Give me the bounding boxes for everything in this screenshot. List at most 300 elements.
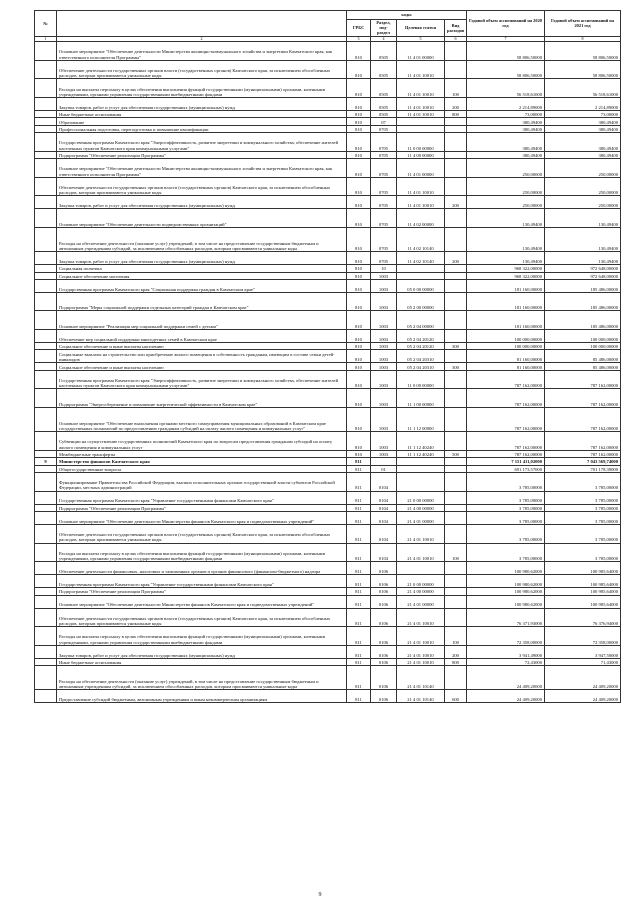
row-number <box>35 473 57 492</box>
row-section: 0106 <box>371 690 397 703</box>
row-article: 21 0 00 00000 <box>397 575 445 588</box>
row-value-2021: 3 785,00000 <box>545 524 621 543</box>
table-row <box>35 575 621 588</box>
row-article <box>397 118 445 125</box>
row-value-2020: 787 162,00000 <box>467 432 545 451</box>
row-value-2020: 24 409,20000 <box>467 690 545 703</box>
row-expense-type: 600 <box>445 690 467 703</box>
row-value-2020: 3 785,00000 <box>467 511 545 524</box>
row-value-2020: 968 322,00000 <box>467 265 545 272</box>
row-article <box>397 458 445 465</box>
row-value-2020: 380,49400 <box>467 125 545 132</box>
row-article: 11 4 01 10010 <box>397 97 445 110</box>
row-value-2020: 787 162,00000 <box>467 408 545 432</box>
row-article: 11 0 00 00000 <box>397 370 445 389</box>
row-name: Основное мероприятие "Реализация мер социальной поддержки семей с детьми" <box>57 311 347 330</box>
row-section: 0106 <box>371 658 397 665</box>
row-value-2021: 76 376,94000 <box>545 608 621 627</box>
row-section: 1003 <box>371 408 397 432</box>
header-2021: Годовой объем ассигнований на 2021 год <box>545 11 621 37</box>
col-num: 5 <box>397 36 445 42</box>
row-section: 10 <box>371 265 397 272</box>
row-grbs: 810 <box>347 79 371 98</box>
row-name: Подпрограмма "Обеспечение реализации Программы" <box>57 151 347 158</box>
row-article: 21 4 00 00000 <box>397 588 445 595</box>
row-name: Государственная программа Камчатского края "Энергоэффективность, развитие энергетики и коммунального хозяйства, обеспечение жителей населенных пунктов Камчатского края коммунальными услугами" <box>57 133 347 152</box>
row-value-2021: 7 043 569,74000 <box>545 458 621 465</box>
row-grbs: 811 <box>347 491 371 504</box>
table-row <box>35 363 621 370</box>
row-number <box>35 79 57 98</box>
row-value-2021: 85 486,00000 <box>545 363 621 370</box>
row-name: Подпрограмма "Энергосбережение и повышение энергетической эффективности в Камчатском крае" <box>57 389 347 408</box>
row-number <box>35 343 57 350</box>
row-section: 0104 <box>371 543 397 562</box>
row-value-2021: 185 486,00000 <box>545 279 621 292</box>
row-value-2021: 2 214,89000 <box>545 97 621 110</box>
row-section: 0505 <box>371 60 397 79</box>
row-value-2020: 76 371,93000 <box>467 608 545 627</box>
row-name: Расходы на выплаты персоналу в целях обеспечения выполнения функций государственными (муниципальными) органами, казенными учреждениями, органами управления государственными внебюджетными фондами <box>57 543 347 562</box>
row-name: Государственная программа Камчатского края "Управление государственными финансами Камчатского края" <box>57 491 347 504</box>
row-section: 0505 <box>371 79 397 98</box>
table-row <box>35 473 621 492</box>
row-name: Расходы на обеспечение деятельности (оказание услуг) учреждений, в том числе на предоставление государственным бюджетным и автономным учреждениям субсидий, за исключением обособленных расходов, которым присваиваются уникальные коды <box>57 227 347 251</box>
row-expense-type: 800 <box>445 658 467 665</box>
row-number <box>35 227 57 251</box>
row-number <box>35 595 57 608</box>
header-codes: коды <box>347 11 467 20</box>
table-row <box>35 196 621 209</box>
row-name: Обеспечение деятельности государственных органов власти (государственных органов) Камчатского края, за исключением обособленных расходов, которым присваиваются уникальные коды <box>57 60 347 79</box>
row-grbs: 810 <box>347 133 371 152</box>
row-name: Расходы на обеспечение деятельности (оказание услуг) учреждений, в том числе на предоставление государственным бюджетным и автономным учреждениям субсидий, за исключением обособленных расходов, которым присваиваются уникальные коды <box>57 666 347 690</box>
row-name: Обеспечение деятельности финансовых, налоговых и таможенных органов и органов финансового (финансово-бюджетного) надзора <box>57 562 347 575</box>
row-expense-type <box>445 125 467 132</box>
row-expense-type: 100 <box>445 543 467 562</box>
row-expense-type <box>445 133 467 152</box>
table-row <box>35 151 621 158</box>
table-row <box>35 343 621 350</box>
row-section: 1003 <box>371 330 397 343</box>
row-grbs: 811 <box>347 473 371 492</box>
row-section: 0705 <box>371 177 397 196</box>
row-name: Социальное обеспечение и иные выплаты населению <box>57 363 347 370</box>
row-grbs: 810 <box>347 125 371 132</box>
row-article: 11 4 02 10140 <box>397 227 445 251</box>
table-row <box>35 159 621 178</box>
row-value-2021: 73,00000 <box>545 110 621 117</box>
row-article: 21 4 01 10010 <box>397 608 445 627</box>
row-name: Социальное обеспечение и иные выплаты населению <box>57 343 347 350</box>
header-article: Целевая статья <box>397 20 445 37</box>
row-article: 11 0 00 00000 <box>397 133 445 152</box>
row-grbs: 810 <box>347 432 371 451</box>
row-grbs: 810 <box>347 196 371 209</box>
row-grbs: 810 <box>347 370 371 389</box>
row-grbs: 810 <box>347 159 371 178</box>
row-name: Подпрограмма "Обеспечение реализации Программы" <box>57 504 347 511</box>
row-expense-type: 300 <box>445 363 467 370</box>
row-expense-type: 200 <box>445 645 467 658</box>
row-grbs: 810 <box>347 272 371 279</box>
row-name: Закупка товаров, работ и услуг для обеспечения государственных (муниципальных) нужд <box>57 645 347 658</box>
row-value-2020: 72 358,00000 <box>467 627 545 646</box>
row-name: Расходы на выплаты персоналу в целях обеспечения выполнения функций государственными (муниципальными) органами, казенными учреждениями, органами управления государственными внебюджетными фондами <box>57 79 347 98</box>
row-section: 0705 <box>371 252 397 265</box>
row-number <box>35 279 57 292</box>
row-section: 0106 <box>371 608 397 627</box>
row-value-2020: 100 980,62000 <box>467 562 545 575</box>
row-article: 21 0 00 00000 <box>397 491 445 504</box>
row-section: 0505 <box>371 42 397 61</box>
row-value-2021: 3 785,00000 <box>545 473 621 492</box>
row-section: 0104 <box>371 473 397 492</box>
table-row <box>35 588 621 595</box>
row-value-2021: 100 985,64000 <box>545 562 621 575</box>
row-value-2020: 181 160,00000 <box>467 311 545 330</box>
table-row <box>35 97 621 110</box>
row-value-2020: 787 162,00000 <box>467 389 545 408</box>
row-number <box>35 524 57 543</box>
row-value-2021: 56 518,61000 <box>545 79 621 98</box>
row-section: 1003 <box>371 432 397 451</box>
row-expense-type: 200 <box>445 97 467 110</box>
row-name: Подпрограмма "Меры социальной поддержки отдельных категорий граждан в Камчатском крае" <box>57 292 347 311</box>
row-expense-type <box>445 60 467 79</box>
table-row <box>35 432 621 451</box>
row-article: 11 1 12 00000 <box>397 408 445 432</box>
row-value-2021: 972 648,00000 <box>545 272 621 279</box>
row-expense-type <box>445 608 467 627</box>
row-article <box>397 465 445 472</box>
row-section: 1003 <box>371 450 397 457</box>
table-row <box>35 279 621 292</box>
row-section: 0106 <box>371 595 397 608</box>
table-row <box>35 408 621 432</box>
row-value-2021: 250,00000 <box>545 196 621 209</box>
table-row <box>35 265 621 272</box>
row-number <box>35 690 57 703</box>
row-expense-type <box>445 595 467 608</box>
row-number <box>35 575 57 588</box>
row-number <box>35 60 57 79</box>
row-section: 0705 <box>371 209 397 228</box>
row-name: Функционирование Правительства Российской Федерации, высших исполнительных органов государственной власти субъектов Российской Федерации, местных администраций <box>57 473 347 492</box>
row-value-2020: 380,49400 <box>467 133 545 152</box>
col-num: 8 <box>545 36 621 42</box>
row-value-2021: 787 162,00000 <box>545 432 621 451</box>
row-expense-type <box>445 177 467 196</box>
row-value-2020: 380,49400 <box>467 118 545 125</box>
row-value-2021: 972 648,00000 <box>545 265 621 272</box>
row-article: 05 2 04 00000 <box>397 311 445 330</box>
row-section: 0104 <box>371 511 397 524</box>
row-article: 21 4 01 10010 <box>397 627 445 646</box>
row-name: Основное мероприятие "Обеспечение деятельности Министерства жилищно-коммунального хозяйства и энергетики Камчатского края, как ответственного исполнителя Программы" <box>57 159 347 178</box>
table-row <box>35 125 621 132</box>
table-row <box>35 133 621 152</box>
table-row <box>35 595 621 608</box>
row-section: 1003 <box>371 350 397 363</box>
row-article <box>397 265 445 272</box>
row-section: 0106 <box>371 666 397 690</box>
row-grbs: 810 <box>347 177 371 196</box>
row-number <box>35 330 57 343</box>
row-value-2021: 3 785,00000 <box>545 543 621 562</box>
row-expense-type: 500 <box>445 450 467 457</box>
row-value-2020: 787 162,00000 <box>467 370 545 389</box>
row-grbs: 811 <box>347 575 371 588</box>
row-value-2020: 3 785,00000 <box>467 524 545 543</box>
row-grbs: 810 <box>347 330 371 343</box>
table-row <box>35 627 621 646</box>
row-number <box>35 265 57 272</box>
row-grbs: 811 <box>347 562 371 575</box>
row-value-2021: 380,49400 <box>545 133 621 152</box>
row-article: 11 4 01 00000 <box>397 42 445 61</box>
row-article: 11 4 01 10010 <box>397 177 445 196</box>
table-row <box>35 524 621 543</box>
row-value-2021: 24 409,20000 <box>545 690 621 703</box>
row-value-2020: 81 160,00000 <box>467 350 545 363</box>
row-expense-type <box>445 666 467 690</box>
row-value-2020: 250,00000 <box>467 159 545 178</box>
row-expense-type: 200 <box>445 196 467 209</box>
row-name: Основное мероприятие "Обеспечение деятельности Министерства финансов Камчатского края и подведомственных учреждений" <box>57 511 347 524</box>
row-grbs: 810 <box>347 389 371 408</box>
row-article: 21 4 01 10010 <box>397 658 445 665</box>
row-value-2021: 100 985,64000 <box>545 588 621 595</box>
table-row <box>35 389 621 408</box>
row-value-2021: 787 162,00000 <box>545 450 621 457</box>
table-row <box>35 209 621 228</box>
row-name: Закупка товаров, работ и услуг для обеспечения государственных (муниципальных) нужд <box>57 97 347 110</box>
row-value-2020: 130,49400 <box>467 252 545 265</box>
row-name: Социальные выплаты на строительство или приобретение жилого помещения в собственность гражданам, имеющим в составе семьи детей-инвалидов <box>57 350 347 363</box>
row-grbs: 810 <box>347 151 371 158</box>
row-value-2020: 968 322,00000 <box>467 272 545 279</box>
row-name: Министерство финансов Камчатского края <box>57 458 347 465</box>
row-article: 05 2 00 00000 <box>397 292 445 311</box>
row-grbs: 811 <box>347 458 371 465</box>
row-value-2020: 58 806,50000 <box>467 42 545 61</box>
row-value-2020: 250,00000 <box>467 196 545 209</box>
row-name: Основное мероприятие "Обеспечение выполнения органами местного самоуправления муниципальных образований в Камчатском крае государственных полномочий по предоставлению гражданам субсидий на оплату жилого помещения и коммунальных услуг" <box>57 408 347 432</box>
row-value-2021: 85 486,00000 <box>545 350 621 363</box>
row-expense-type <box>445 588 467 595</box>
row-article: 11 4 02 00000 <box>397 209 445 228</box>
row-value-2021: 380,49400 <box>545 151 621 158</box>
row-name: Межбюджетные трансферты <box>57 450 347 457</box>
row-number <box>35 608 57 627</box>
row-expense-type <box>445 408 467 432</box>
row-article: 05 2 04 20310 <box>397 363 445 370</box>
row-article: 05 0 00 00000 <box>397 279 445 292</box>
row-value-2020: 100 980,62000 <box>467 595 545 608</box>
row-section: 0106 <box>371 562 397 575</box>
row-expense-type <box>445 159 467 178</box>
table-row <box>35 450 621 457</box>
document-page <box>34 10 620 703</box>
table-row <box>35 465 621 472</box>
row-section: 01 <box>371 465 397 472</box>
row-name: Основное мероприятие "Обеспечение деятельности Министерства жилищно-коммунального хозяйства и энергетики Камчатского края, как ответственного исполнителя Программы" <box>57 42 347 61</box>
row-grbs: 810 <box>347 209 371 228</box>
table-row <box>35 511 621 524</box>
row-name: Расходы на выплаты персоналу в целях обеспечения выполнения функций государственными (муниципальными) органами, казенными учреждениями, органами управления государственными внебюджетными фондами <box>57 627 347 646</box>
row-name: Основное мероприятие "Обеспечение деятельности Министерства финансов Камчатского края и подведомственных учреждений" <box>57 595 347 608</box>
row-value-2021: 185 486,00000 <box>545 292 621 311</box>
col-num: 6 <box>445 36 467 42</box>
row-grbs: 811 <box>347 658 371 665</box>
row-grbs: 811 <box>347 595 371 608</box>
table-row <box>35 370 621 389</box>
row-value-2020: 100 000,00000 <box>467 343 545 350</box>
row-value-2020: 3 785,00000 <box>467 473 545 492</box>
table-row <box>35 177 621 196</box>
row-value-2021: 100 985,64000 <box>545 575 621 588</box>
row-number <box>35 292 57 311</box>
row-article: 11 4 01 10010 <box>397 110 445 117</box>
row-value-2020: 691 173,57000 <box>467 465 545 472</box>
row-value-2021: 58 806,50000 <box>545 60 621 79</box>
row-grbs: 810 <box>347 350 371 363</box>
row-grbs: 811 <box>347 608 371 627</box>
table-row <box>35 645 621 658</box>
row-number <box>35 658 57 665</box>
row-number <box>35 363 57 370</box>
row-article: 11 4 01 10010 <box>397 60 445 79</box>
row-value-2020: 130,49400 <box>467 227 545 251</box>
row-grbs: 810 <box>347 292 371 311</box>
row-value-2021: 787 162,00000 <box>545 389 621 408</box>
header-no: № <box>35 11 57 37</box>
table-row <box>35 110 621 117</box>
row-name: Образование <box>57 118 347 125</box>
row-grbs: 810 <box>347 450 371 457</box>
table-row <box>35 227 621 251</box>
row-number <box>35 450 57 457</box>
row-expense-type: 200 <box>445 252 467 265</box>
row-value-2021: 100 000,00000 <box>545 343 621 350</box>
row-number <box>35 125 57 132</box>
row-value-2020: 181 160,00000 <box>467 279 545 292</box>
row-expense-type <box>445 350 467 363</box>
table-row <box>35 491 621 504</box>
row-expense-type <box>445 458 467 465</box>
row-value-2020: 130,49400 <box>467 209 545 228</box>
row-section: 0705 <box>371 133 397 152</box>
col-num: 2 <box>57 36 347 42</box>
row-expense-type: 800 <box>445 110 467 117</box>
row-expense-type <box>445 292 467 311</box>
row-number <box>35 311 57 330</box>
row-name: Закупка товаров, работ и услуг для обеспечения государственных (муниципальных) нужд <box>57 196 347 209</box>
row-name: Государственная программа Камчатского края "Управление государственными финансами Камчатского края" <box>57 575 347 588</box>
row-name: Закупка товаров, работ и услуг для обеспечения государственных (муниципальных) нужд <box>57 252 347 265</box>
row-article: 21 4 01 10140 <box>397 666 445 690</box>
header-name <box>57 11 347 37</box>
row-grbs: 811 <box>347 588 371 595</box>
row-section: 0106 <box>371 645 397 658</box>
row-section: 0705 <box>371 159 397 178</box>
row-number <box>35 491 57 504</box>
row-article: 11 4 00 00000 <box>397 151 445 158</box>
row-section: 0705 <box>371 151 397 158</box>
row-value-2020: 2 214,89000 <box>467 97 545 110</box>
row-article: 21 4 01 10010 <box>397 543 445 562</box>
row-expense-type: 100 <box>445 79 467 98</box>
col-num: 1 <box>35 36 57 42</box>
row-section: 0104 <box>371 524 397 543</box>
row-expense-type <box>445 389 467 408</box>
row-grbs: 810 <box>347 252 371 265</box>
row-section: 0106 <box>371 575 397 588</box>
table-row <box>35 350 621 363</box>
row-grbs: 811 <box>347 690 371 703</box>
row-expense-type <box>445 432 467 451</box>
row-number <box>35 209 57 228</box>
row-grbs: 810 <box>347 118 371 125</box>
row-expense-type <box>445 575 467 588</box>
row-value-2020: 3 785,00000 <box>467 491 545 504</box>
row-expense-type: 100 <box>445 627 467 646</box>
row-section: 0505 <box>371 110 397 117</box>
row-expense-type <box>445 311 467 330</box>
table-row <box>35 666 621 690</box>
row-value-2020: 100 000,00000 <box>467 330 545 343</box>
row-value-2020: 72,43000 <box>467 658 545 665</box>
row-grbs: 810 <box>347 97 371 110</box>
row-grbs: 810 <box>347 227 371 251</box>
row-number <box>35 272 57 279</box>
row-section: 1003 <box>371 343 397 350</box>
table-row <box>35 60 621 79</box>
row-grbs: 811 <box>347 511 371 524</box>
row-article: 11 1 12 40240 <box>397 450 445 457</box>
row-value-2020: 3 785,00000 <box>467 543 545 562</box>
row-value-2020: 181 160,00000 <box>467 292 545 311</box>
row-number <box>35 666 57 690</box>
row-name: Обеспечение деятельности государственных органов власти (государственных органов) Камчатского края, за исключением обособленных расходов, которым присваиваются уникальные коды <box>57 608 347 627</box>
row-grbs: 810 <box>347 408 371 432</box>
row-section <box>371 458 397 465</box>
row-article <box>397 562 445 575</box>
row-grbs: 811 <box>347 524 371 543</box>
row-number <box>35 252 57 265</box>
row-value-2020: 250,00000 <box>467 177 545 196</box>
row-number <box>35 432 57 451</box>
row-article: 05 2 04 20120 <box>397 343 445 350</box>
row-number <box>35 159 57 178</box>
row-expense-type <box>445 272 467 279</box>
row-article: 21 4 01 00000 <box>397 511 445 524</box>
col-num: 3 <box>347 36 371 42</box>
row-value-2020: 3 785,00000 <box>467 504 545 511</box>
table-row <box>35 272 621 279</box>
row-name: Социальная политика <box>57 265 347 272</box>
row-expense-type <box>445 209 467 228</box>
row-article <box>397 272 445 279</box>
table-row <box>35 330 621 343</box>
row-section: 0505 <box>371 97 397 110</box>
row-number <box>35 370 57 389</box>
row-section: 0104 <box>371 491 397 504</box>
row-value-2020: 73,00000 <box>467 110 545 117</box>
row-name: Государственная программа Камчатского края "Социальная поддержка граждан в Камчатском крае" <box>57 279 347 292</box>
row-section: 0106 <box>371 627 397 646</box>
